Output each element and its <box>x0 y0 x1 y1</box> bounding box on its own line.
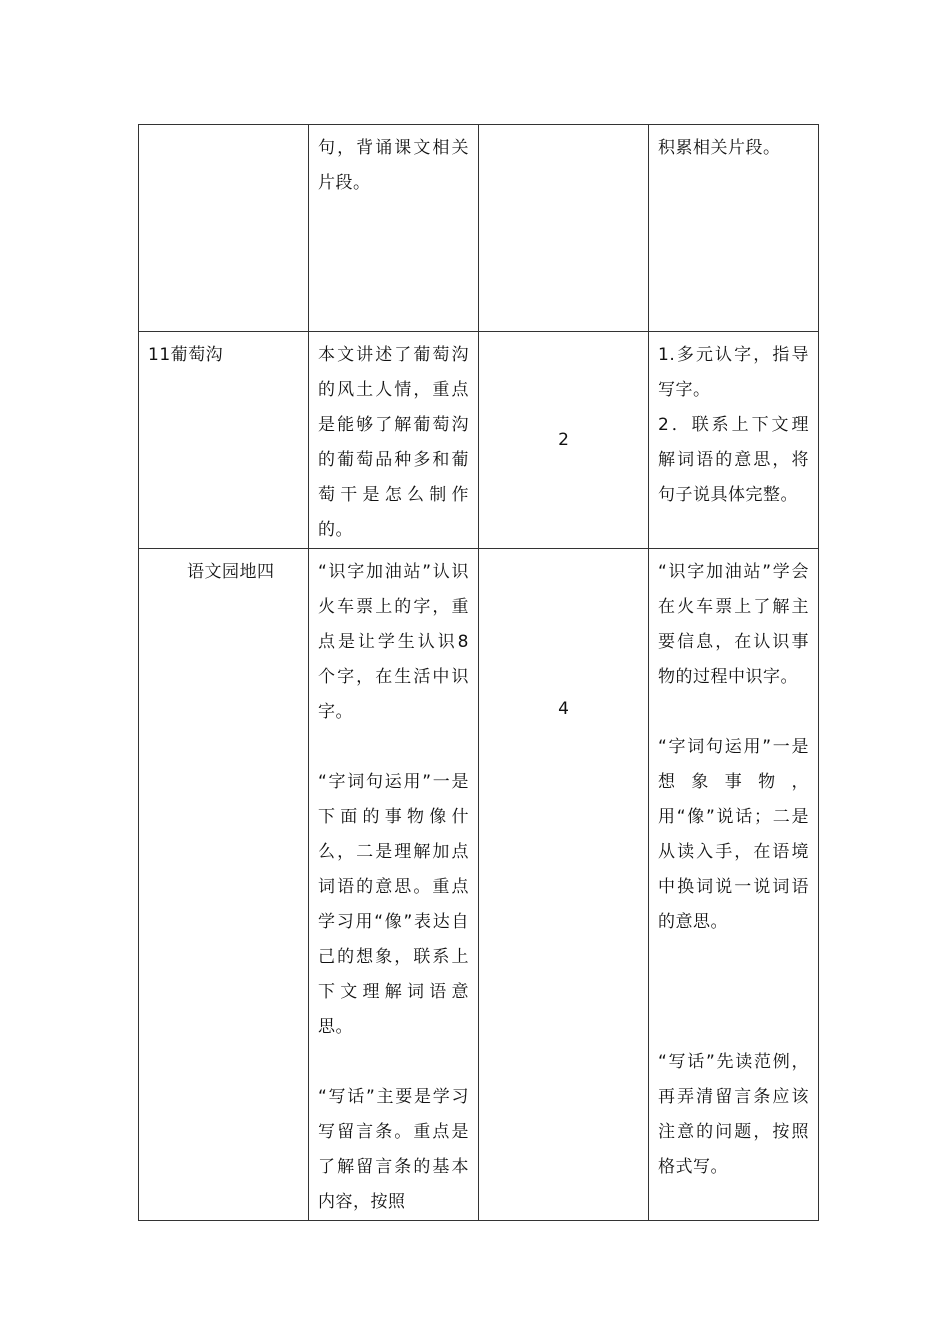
content-text: 句，背诵课文相关片段。 <box>318 138 469 193</box>
content-cell <box>309 549 479 1221</box>
goal-cell <box>649 332 819 549</box>
hours-cell <box>479 125 649 332</box>
table-row <box>139 332 819 549</box>
lesson-title: 语文园地四 <box>187 562 275 582</box>
hours-value: 4 <box>558 699 569 719</box>
lesson-title: 11葡萄沟 <box>148 345 224 365</box>
content-text: 本文讲述了葡萄沟的风土人情，重点是能够了解葡萄沟的葡萄品种多和葡萄干是怎么制作的。 <box>318 345 469 540</box>
content-text: “写话”主要是学习写留言条。重点是了解留言条的基本内容，按照 <box>318 1087 469 1212</box>
hours-cell <box>479 549 649 1221</box>
goal-text: “识字加油站”学会在火车票上了解主要信息，在认识事物的过程中识字。 <box>658 562 809 687</box>
goal-text: “写话”先读范例，再弄清留言条应该注意的问题，按照格式写。 <box>658 1052 809 1177</box>
lesson-cell <box>139 332 309 549</box>
lesson-plan-table <box>138 124 819 1221</box>
goal-text: 1.多元认字，指导写字。 <box>658 345 809 400</box>
goal-text: “字词句运用”一是想象事物，用“像”说话；二是从读入手，在语境中换词说一说词语的意思。 <box>658 737 809 932</box>
goal-cell <box>649 125 819 332</box>
lesson-cell <box>139 549 309 1221</box>
goal-text: 2．联系上下文理解词语的意思，将句子说具体完整。 <box>658 415 809 505</box>
content-cell <box>309 332 479 549</box>
table-row <box>139 125 819 332</box>
goal-text: 积累相关片段。 <box>658 138 781 158</box>
hours-value: 2 <box>558 429 569 450</box>
content-text: “识字加油站”认识火车票上的字，重点是让学生认识8个字，在生活中识字。 <box>318 562 469 722</box>
goal-cell <box>649 549 819 1221</box>
lesson-cell <box>139 125 309 332</box>
content-text: “字词句运用”一是下面的事物像什么，二是理解加点词语的意思。重点学习用“像”表达自己的想象，联系上下文理解词语意思。 <box>318 772 469 1037</box>
content-cell <box>309 125 479 332</box>
table-row <box>139 549 819 1221</box>
hours-cell <box>479 332 649 549</box>
